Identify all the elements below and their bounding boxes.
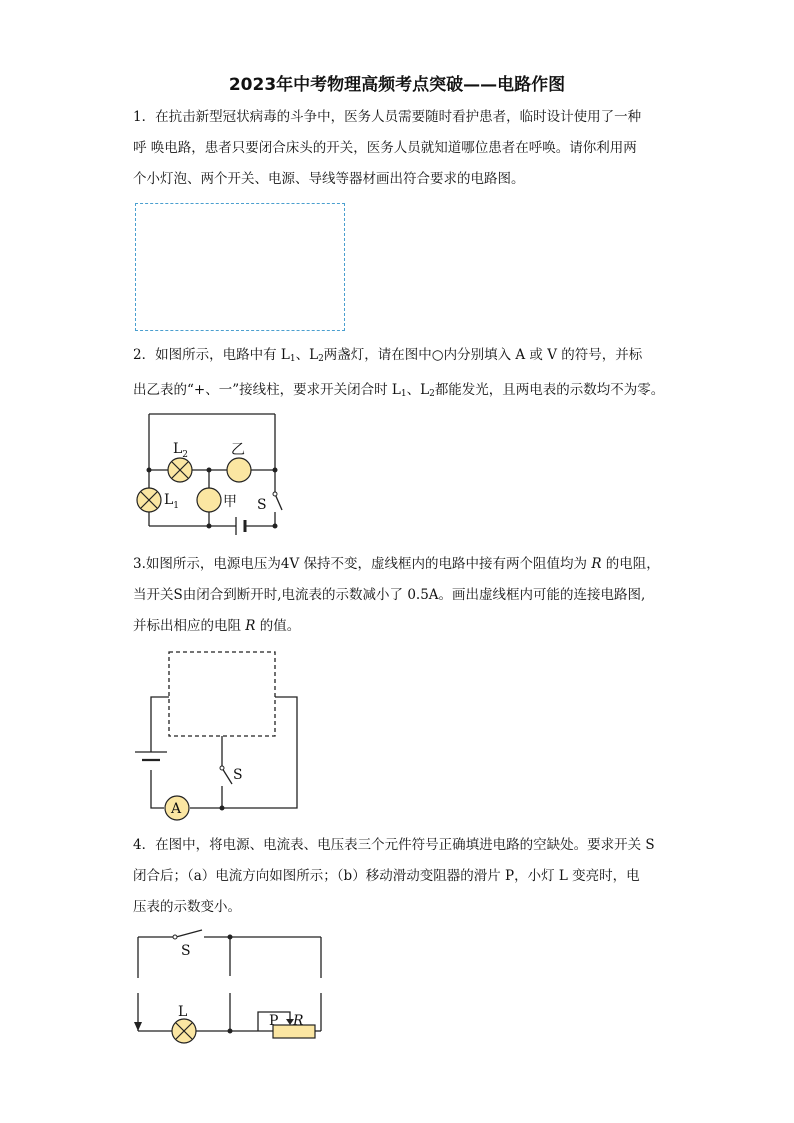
lamp-l	[172, 1019, 196, 1043]
current-arrow-icon	[134, 1022, 142, 1031]
label-a: A	[171, 801, 182, 817]
question-2	[133, 340, 668, 410]
label-s: S	[233, 767, 243, 783]
answer-box[interactable]	[135, 203, 345, 331]
lamp-l2	[168, 458, 192, 482]
subscript: 1	[400, 389, 407, 399]
lamp-l1	[137, 488, 161, 512]
q2-text: 两盏灯，请在图中○内分别填入 A 或 V 的符号，并标	[323, 347, 643, 363]
label-s: S	[257, 497, 267, 513]
q2-text: 、L	[295, 347, 319, 363]
q1-line-1: 1．在抗击新型冠状病毒的斗争中，医务人员需要随时看护患者，临时设计使用了一种	[133, 109, 642, 125]
q2-text: 、L	[406, 382, 430, 398]
subscript: 2	[429, 389, 435, 399]
meter-jia[interactable]	[197, 488, 221, 512]
label-p: P	[269, 1013, 279, 1029]
q4-line-3: 压表的示数变小。	[133, 899, 241, 915]
subscript: 1	[289, 354, 296, 364]
circuit-diagram-q4	[130, 928, 330, 1053]
q3-text: 并标出相应的电阻	[133, 618, 246, 634]
resistor-symbol: R	[245, 618, 256, 634]
q3-text: 的值。	[255, 618, 301, 634]
q1-line-2: 呼 唤电路，患者只要闭合床头的开关，医务人员就知道哪位患者在呼唤。请你利用两	[133, 140, 637, 156]
q1-line-3: 个小灯泡、两个开关、电源、导线等器材画出符合要求的电路图。	[133, 171, 525, 187]
q3-text: 的电阻，	[601, 556, 660, 572]
label-l: L	[178, 1004, 188, 1020]
q2-line-1	[133, 340, 668, 375]
label-l2: $L_2$	[173, 441, 189, 460]
circuit-diagram-q2	[130, 408, 300, 538]
q2-text: 都能发光，且两电表的示数均不为零。	[434, 382, 665, 398]
label-r: R	[293, 1013, 304, 1029]
label-jia: 甲	[223, 494, 237, 510]
q4-line-1: 4．在图中，将电源、电流表、电压表三个元件符号正确填进电路的空缺处。要求开关 S	[133, 837, 655, 853]
q3-text: 3.如图所示，电源电压为4V 保持不变，虚线框内的电路中接有两个阻值均为	[133, 556, 592, 572]
q3-line-1	[133, 549, 668, 580]
question-1	[133, 102, 668, 195]
q3-line-3	[133, 611, 668, 642]
meter-yi[interactable]	[227, 458, 251, 482]
label-yi: 乙	[231, 442, 245, 458]
label-l1: $L_1$	[164, 492, 180, 511]
resistor-symbol: R	[591, 556, 602, 572]
q2-text: 2．如图所示，电路中有 L	[133, 347, 290, 363]
circuit-diagram-q3	[130, 648, 310, 828]
q2-line-2	[133, 375, 668, 410]
question-4	[133, 830, 668, 923]
q2-text: 出乙表的“+、一”接线柱，要求开关闭合时 L	[133, 382, 401, 398]
page-title: 2023年中考物理高频考点突破——电路作图	[228, 75, 566, 95]
q4-line-2: 闭合后；（a）电流方向如图所示；（b）移动滑动变阻器的滑片 P，小灯 L 变亮时，电	[133, 868, 640, 884]
question-3	[133, 549, 668, 642]
label-s: S	[181, 943, 191, 959]
dashed-box[interactable]	[169, 652, 275, 736]
subscript: 2	[318, 354, 324, 364]
q3-line-2: 当开关S由闭合到断开时,电流表的示数减小了 0.5A。画出虚线框内可能的连接电路图,	[133, 587, 646, 603]
